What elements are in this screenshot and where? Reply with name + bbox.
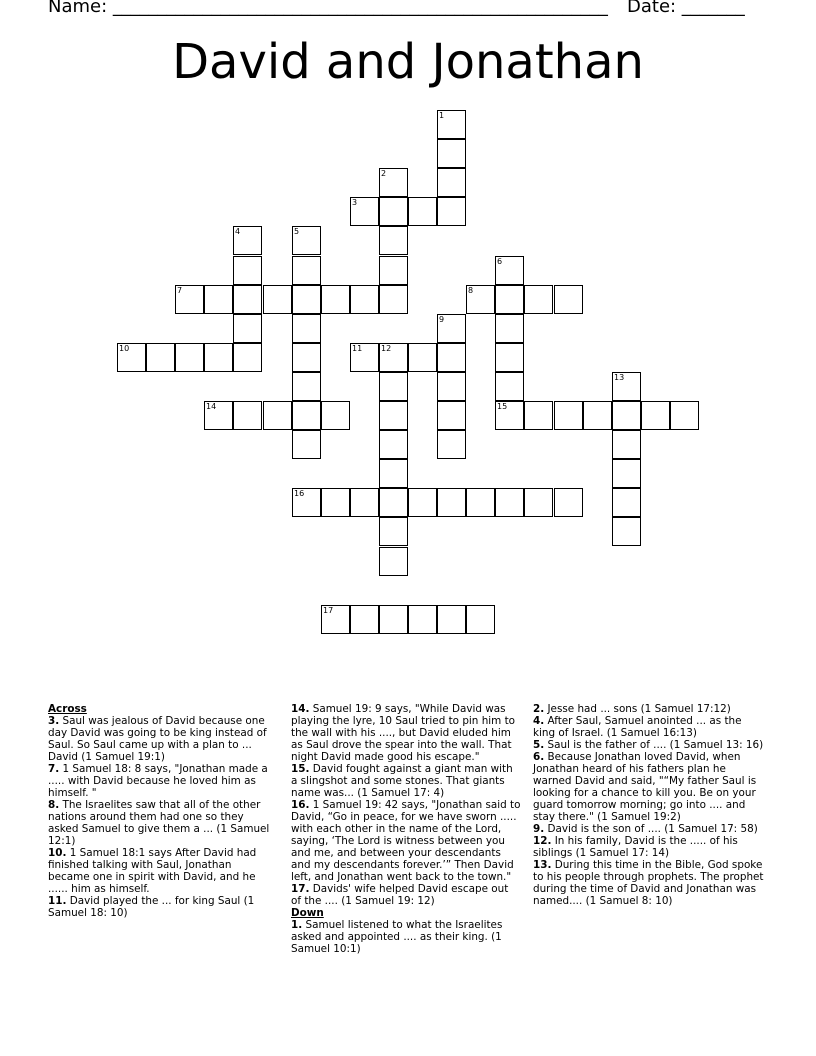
crossword-cell[interactable] [263,401,292,430]
clue-down-2: 2. Jesse had ... sons (1 Samuel 17:12) [533,703,731,715]
clue-across-7: 7. 1 Samuel 18: 8 says, "Jonathan made a ..... with David because he loved him as himself. " [48,763,268,799]
crossword-cell[interactable] [292,343,321,372]
crossword-cell[interactable] [437,168,466,197]
crossword-cell[interactable] [641,401,670,430]
crossword-cell[interactable] [408,488,437,517]
clue-down-5: 5. Saul is the father of .... (1 Samuel 13: 16) [533,739,764,751]
crossword-cell[interactable] [321,605,350,634]
crossword-cell[interactable] [466,488,495,517]
crossword-cell[interactable] [379,343,408,372]
crossword-cell[interactable] [612,372,641,401]
crossword-cell[interactable] [612,401,641,430]
crossword-cell[interactable] [292,226,321,255]
crossword-cell[interactable] [583,401,612,430]
clue-across-8: 8. The Israelites saw that all of the other nations around them had one so they asked Samuel to give them a ... (1 Samuel 12:1) [48,799,270,847]
crossword-cell[interactable] [524,488,553,517]
crossword-cell[interactable] [495,488,524,517]
down-heading: Down [291,907,324,919]
clue-number: 8 [468,286,474,295]
clue-across-14: 14. Samuel 19: 9 says, "While David was playing the lyre, 10 Saul tried to pin him to the wall with his ...., but David eluded him as Saul drove the spear into the wall. That night David made good his escape." [291,703,516,763]
crossword-cell[interactable] [466,605,495,634]
crossword-cell[interactable] [321,401,350,430]
crossword-cell[interactable] [350,197,379,226]
clue-down-4: 4. After Saul, Samuel anointed ... as the king of Israel. (1 Samuel 16:13) [533,715,742,739]
clue-across-11: 11. David played the ... for king Saul (1 Samuel 18: 10) [48,895,255,919]
clue-across-16: 16. 1 Samuel 19: 42 says, "Jonathan said to David, “Go in peace, for we have sworn ..... with each other in the name of the Lord, saying, ‘The Lord is witness between you and me, and between your descendants and my descendants forever.’” Then David left, and Jonathan went back to the town." [291,799,521,883]
crossword-cell[interactable] [146,343,175,372]
crossword-cell[interactable] [437,343,466,372]
clue-down-9: 9. David is the son of .... (1 Samuel 17: 58) [533,823,758,835]
clue-number: 17 [323,606,334,615]
clue-number: 1 [439,111,445,120]
crossword-cell[interactable] [350,488,379,517]
crossword-cell[interactable] [350,285,379,314]
crossword-cell[interactable] [408,197,437,226]
clue-across-17: 17. Davids' wife helped David escape out of the .... (1 Samuel 19: 12) [291,883,509,907]
crossword-cell[interactable] [292,372,321,401]
crossword-cell[interactable] [233,256,262,285]
crossword-cell[interactable] [379,605,408,634]
crossword-cell[interactable] [379,430,408,459]
crossword-cell[interactable] [379,488,408,517]
crossword-cell[interactable] [292,401,321,430]
clue-number: 4 [235,227,241,236]
crossword-cell[interactable] [437,372,466,401]
crossword-cell[interactable] [379,285,408,314]
clue-across-10: 10. 1 Samuel 18:1 says After David had finished talking with Saul, Jonathan became one in spirit with David, and he ...... him as himself. [48,847,257,895]
crossword-cell[interactable] [466,285,495,314]
crossword-cell[interactable] [204,401,233,430]
crossword-cell[interactable] [524,285,553,314]
clue-number: 3 [352,198,358,207]
clue-number: 16 [294,489,305,498]
crossword-cell[interactable] [437,197,466,226]
crossword-cell[interactable] [379,197,408,226]
crossword-cell[interactable] [437,401,466,430]
crossword-cell[interactable] [379,256,408,285]
crossword-cell[interactable] [670,401,699,430]
clues-column-3 [533,703,765,907]
crossword-cell[interactable] [612,488,641,517]
crossword-cell[interactable] [233,343,262,372]
clue-number: 5 [294,227,300,236]
crossword-cell[interactable] [495,256,524,285]
crossword-cell[interactable] [321,488,350,517]
crossword-cell[interactable] [263,285,292,314]
date-field[interactable]: Date: _______ [627,0,745,17]
clue-number: 7 [177,286,183,295]
clue-number: 10 [119,344,130,353]
crossword-cell[interactable] [524,401,553,430]
clue-number: 14 [206,402,217,411]
clue-number: 11 [352,344,363,353]
clue-number: 15 [497,402,508,411]
clue-across-15: 15. David fought against a giant man with a slingshot and some stones. That giants name was... (1 Samuel 17: 4) [291,763,513,799]
crossword-cell[interactable] [292,256,321,285]
clue-down-6: 6. Because Jonathan loved David, when Jonathan heard of his fathers plan he warned David and said, "“My father Saul is looking for a chance to kill you. Be on your guard tomorrow morning; go into .... and stay there." (1 Samuel 19:2) [533,751,757,823]
crossword-cell[interactable] [292,285,321,314]
crossword-cell[interactable] [495,285,524,314]
clue-number: 9 [439,315,445,324]
crossword-cell[interactable] [437,605,466,634]
crossword-cell[interactable] [379,459,408,488]
clues-column-2 [291,703,521,955]
crossword-cell[interactable] [350,343,379,372]
crossword-cell[interactable] [175,343,204,372]
crossword-cell[interactable] [495,372,524,401]
clues-column-1 [48,703,272,919]
crossword-cell[interactable] [379,547,408,576]
crossword-cell[interactable] [321,285,350,314]
crossword-cell[interactable] [437,488,466,517]
page-title: David and Jonathan [172,34,644,90]
crossword-cell[interactable] [292,430,321,459]
crossword-cell[interactable] [495,343,524,372]
clue-number: 12 [381,344,392,353]
name-field[interactable]: Name: _______________________________________________________ [48,0,608,17]
clue-number: 2 [381,169,387,178]
clue-down-1: 1. Samuel listened to what the Israelites asked and appointed .... as their king. (1 Samuel 10:1) [291,919,503,955]
crossword-cell[interactable] [204,285,233,314]
crossword-cell[interactable] [379,226,408,255]
crossword-cell[interactable] [437,430,466,459]
crossword-cell[interactable] [554,401,583,430]
crossword-cell[interactable] [292,488,321,517]
crossword-cell[interactable] [117,343,146,372]
clue-down-12: 12. In his family, David is the ..... of his siblings (1 Samuel 17: 14) [533,835,738,859]
crossword-cell[interactable] [379,372,408,401]
crossword-cell[interactable] [554,488,583,517]
clue-number: 6 [497,257,503,266]
crossword-cell[interactable] [408,343,437,372]
crossword-cell[interactable] [495,401,524,430]
crossword-cell[interactable] [175,285,204,314]
crossword-cell[interactable] [233,226,262,255]
crossword-cell[interactable] [292,314,321,343]
clue-across-3: 3. Saul was jealous of David because one day David was going to be king instead of Saul. So Saul came up with a plan to ... David (1 Samuel 19:1) [48,715,267,763]
clue-number: 13 [614,373,625,382]
crossword-cell[interactable] [612,459,641,488]
crossword-cell[interactable] [379,168,408,197]
crossword-cell[interactable] [612,517,641,546]
crossword-cell[interactable] [233,285,262,314]
crossword-cell[interactable] [204,343,233,372]
crossword-cell[interactable] [379,401,408,430]
crossword-cell[interactable] [233,314,262,343]
clue-down-13: 13. During this time in the Bible, God spoke to his people through prophets. The prophet during the time of David and Jonathan was named.... (1 Samuel 8: 10) [533,859,764,907]
crossword-cell[interactable] [495,314,524,343]
crossword-cell[interactable] [554,285,583,314]
crossword-cell[interactable] [437,314,466,343]
crossword-cell[interactable] [379,517,408,546]
crossword-cell[interactable] [437,110,466,139]
crossword-cell[interactable] [408,605,437,634]
crossword-cell[interactable] [233,401,262,430]
across-heading: Across [48,703,87,715]
crossword-cell[interactable] [612,430,641,459]
crossword-cell[interactable] [437,139,466,168]
crossword-cell[interactable] [350,605,379,634]
